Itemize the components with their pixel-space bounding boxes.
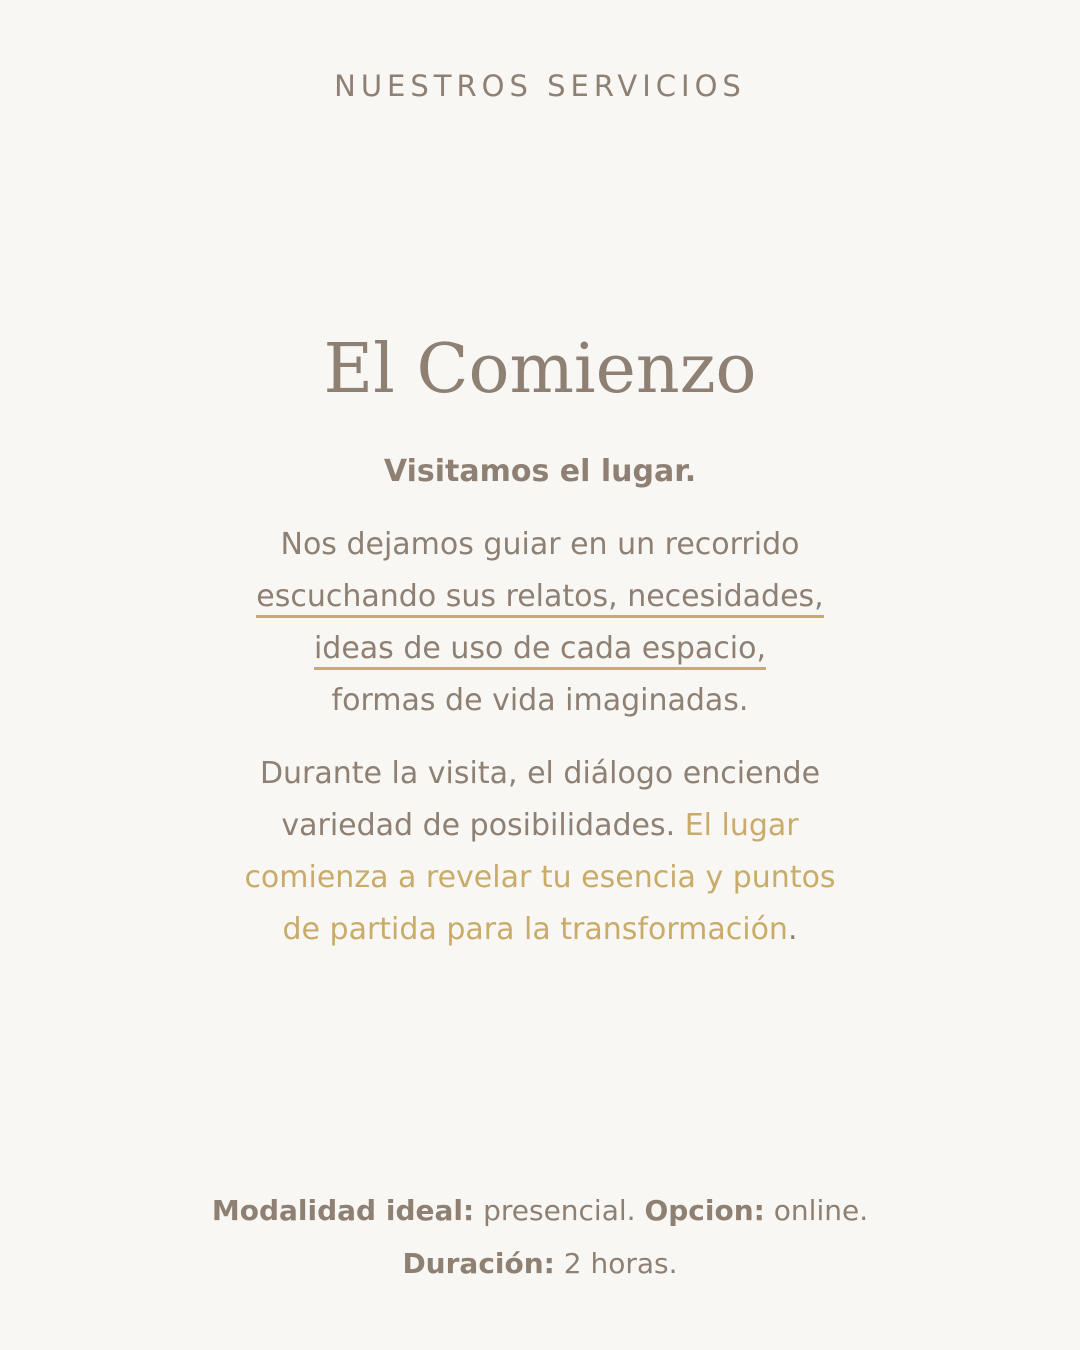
underlined-text-1: escuchando sus relatos, necesidades, [256, 579, 823, 618]
option-value: online. [773, 1194, 869, 1227]
desc-line-2-plain: variedad de posibilidades. [281, 808, 676, 843]
underlined-text-2: ideas de uso de cada espacio, [314, 631, 766, 670]
intro-line-2 [140, 571, 940, 623]
desc-line-2 [140, 800, 940, 852]
subtitle: Visitamos el lugar. [383, 454, 697, 489]
modality-value: presencial. [483, 1194, 636, 1227]
intro-paragraph [140, 519, 940, 727]
description-paragraph [140, 748, 940, 956]
intro-line-3 [140, 623, 940, 675]
option-label: Opcion: [644, 1194, 765, 1227]
desc-line-2-highlight: El lugar [684, 808, 799, 843]
section-eyebrow: NUESTROS SERVICIOS [334, 69, 746, 103]
duration-row [0, 1237, 1080, 1290]
page-title: El Comienzo [323, 330, 757, 409]
desc-line-4 [140, 904, 940, 956]
intro-line-4: formas de vida imaginadas. [331, 683, 749, 718]
desc-line-3-highlight: comienza a revelar tu esencia y puntos [244, 860, 836, 895]
desc-line-1: Durante la visita, el diálogo enciende [259, 756, 821, 791]
service-details [0, 1184, 1080, 1290]
duration-value: 2 horas. [563, 1247, 678, 1280]
desc-line-4-highlight: de partida para la transformación [282, 912, 788, 947]
desc-line-4-end: . [787, 912, 798, 947]
modality-label: Modalidad ideal: [211, 1194, 475, 1227]
modality-row [0, 1184, 1080, 1237]
duration-label: Duración: [402, 1247, 555, 1280]
intro-line-1: Nos dejamos guiar en un recorrido [280, 527, 800, 562]
